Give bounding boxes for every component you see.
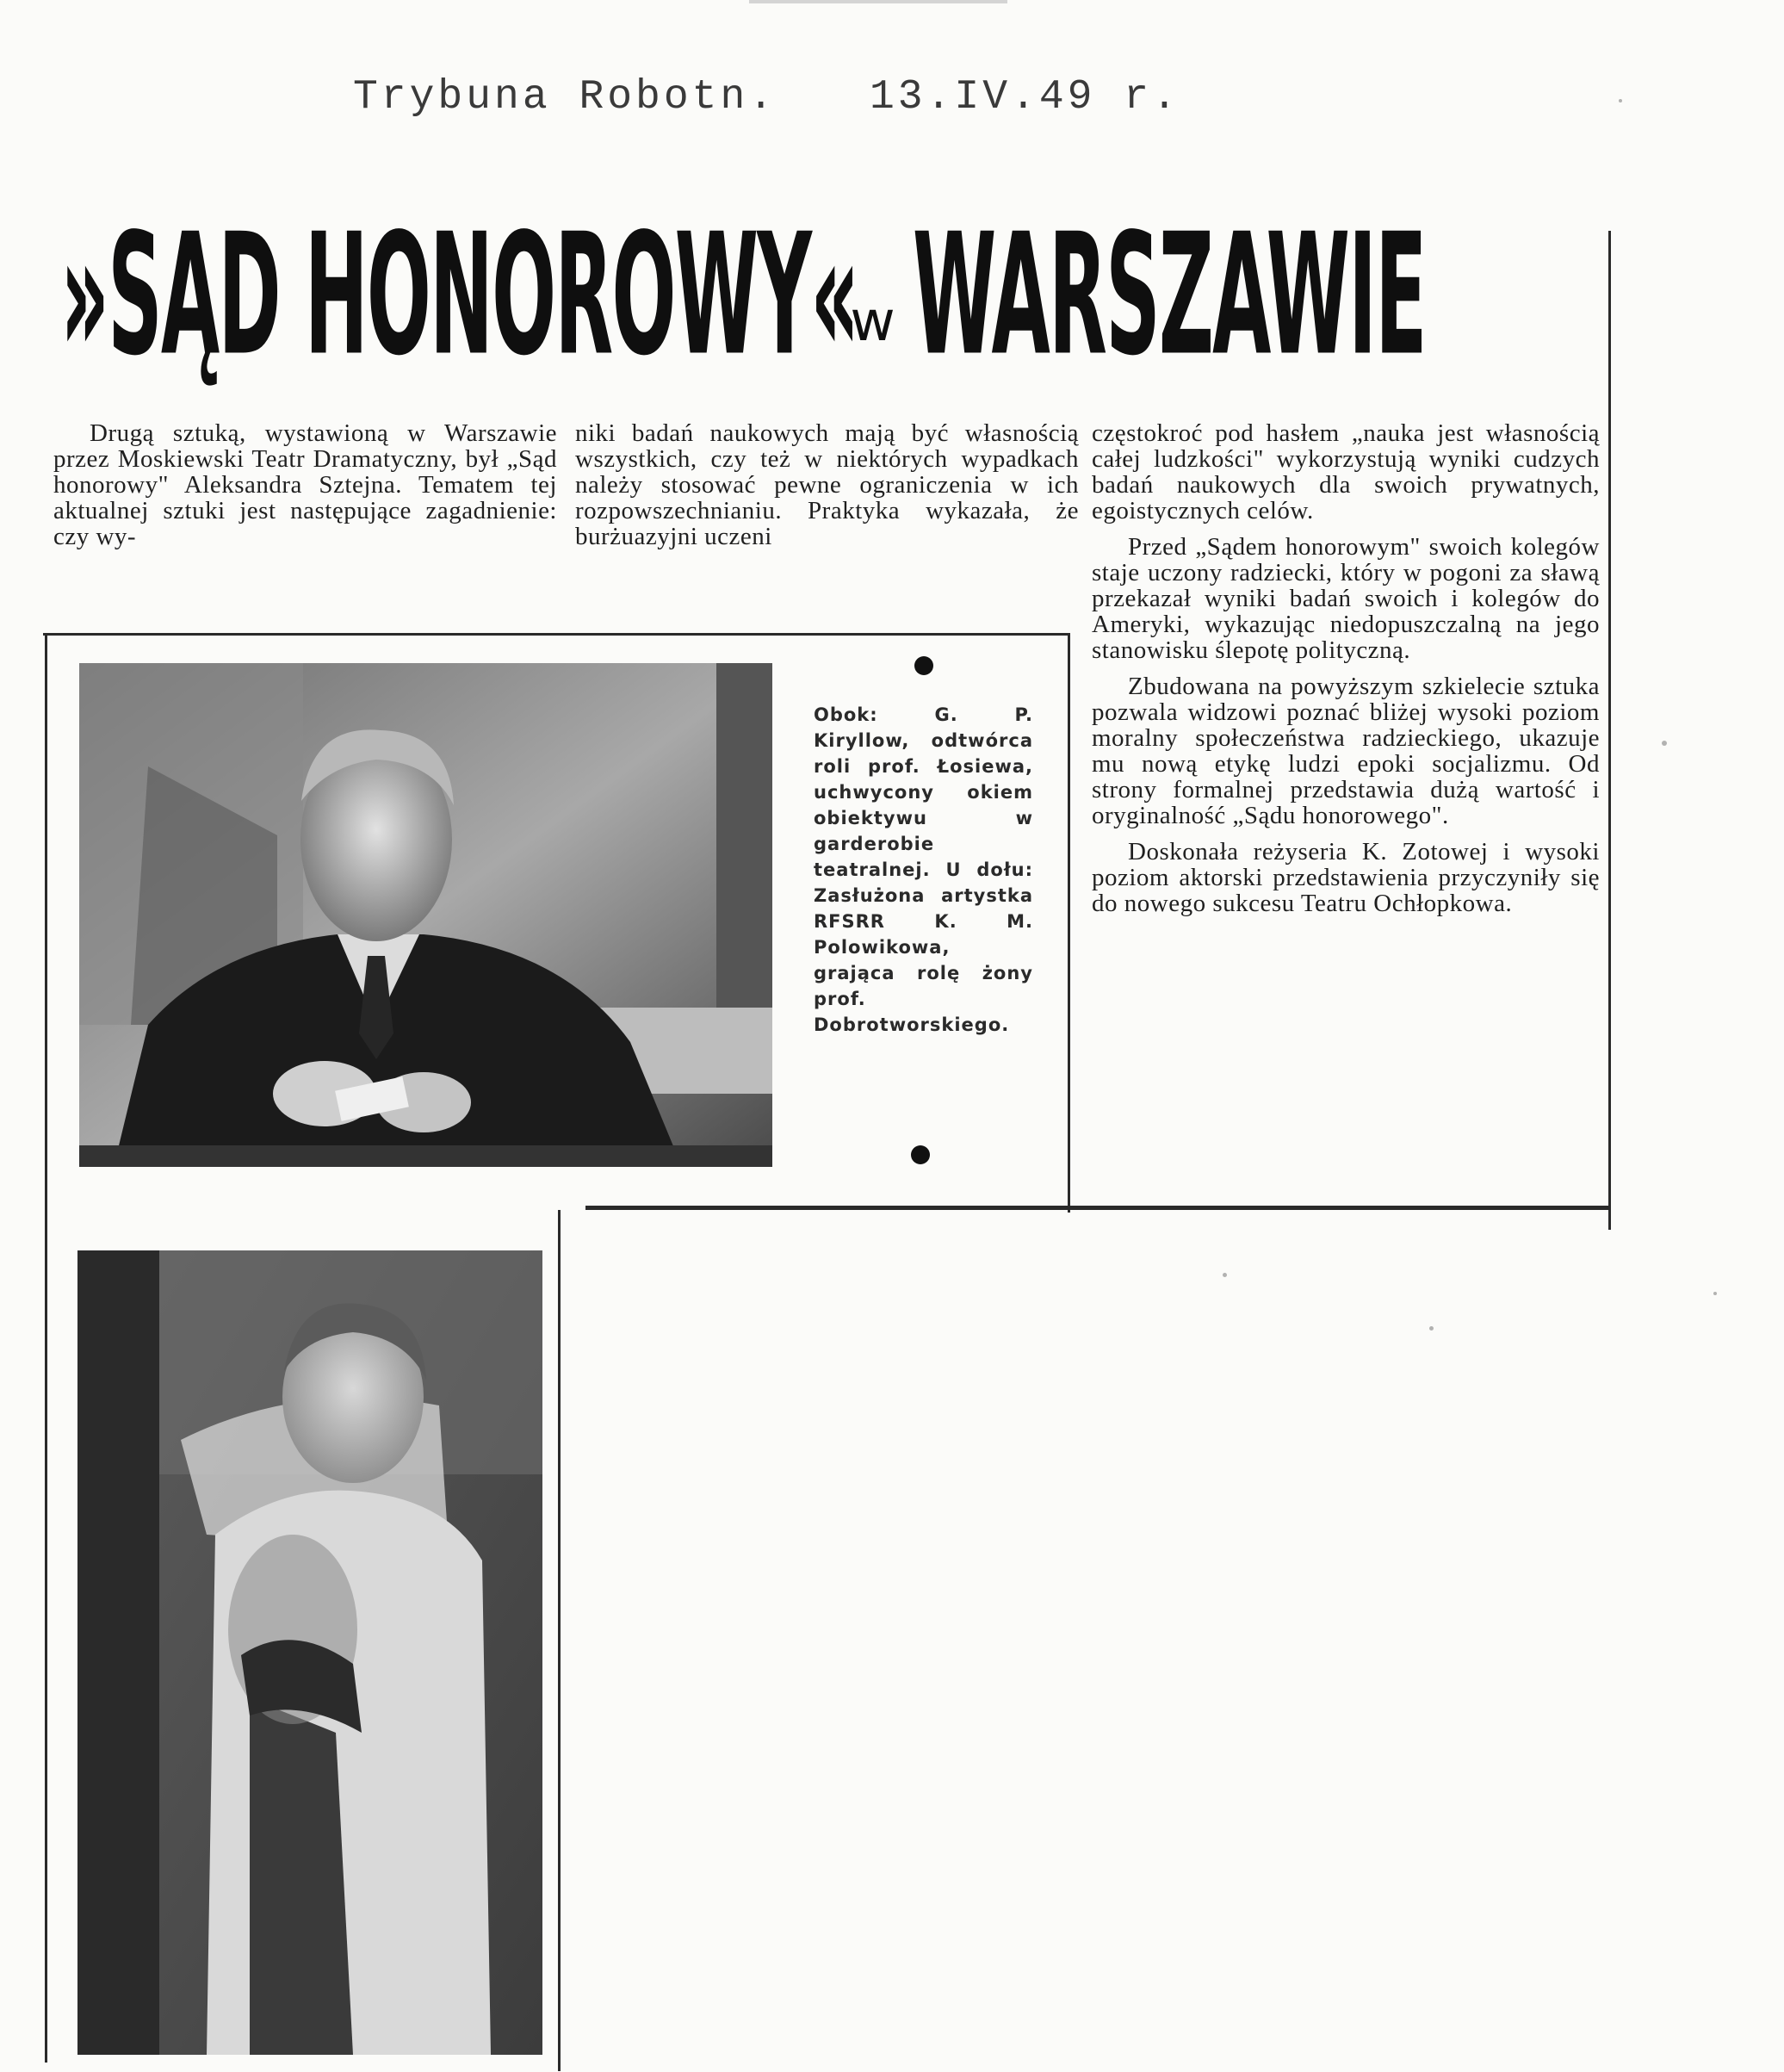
article-column-3 [1092,420,1600,916]
publication-name: Trybuna Robotn. [353,74,777,121]
photo-frame-left [45,633,47,2063]
article-paragraph: częstokroć pod hasłem „nauka jest własnością całej ludzkości" wykorzystują wyniki cudzych badań naukowych dla swoich prywatnych, egoistycznych celów. [1092,419,1600,524]
photo-polowikowa-image [77,1250,542,2055]
photo-frame-right [1068,633,1070,1213]
photo-polowikowa [77,1250,542,2055]
headline-city: WARSZAWIE [912,197,1426,393]
photo-frame-top [43,633,1069,636]
publication-date: 13.IV.49 r. [870,74,1180,121]
article-bottom-rule [585,1206,1610,1210]
photo-kiryllow [79,663,772,1167]
article-paragraph: Drugą sztuką, wystawioną w Warszawie przez Moskiewski Teatr Dramatyczny, był „Sąd honorowy" Aleksandra Sztejna. Tematem tej aktualnej sztuki jest następujące zagadnienie: czy wy- [53,419,557,550]
headline-connector: w [850,290,895,354]
caption-bullet-bottom [911,1145,930,1164]
caption-bullet-top [914,656,933,675]
article-paragraph: Przed „Sądem honorowym" swoich kolegów staje uczony radziecki, który w pogoni za sławą przekazał wyniki badań swoich i kolegów do Ameryki, wykazując niedopuszczalną na jego stanowisku ślepotę polityczną. [1092,533,1600,664]
photo-caption: Obok: G. P. Kiryllow, odtwórca roli prof. Łosiewa, uchwycony okiem obiektywu w garderobie teatralnej. U dołu: Zasłużona artystka RFSRR K. M. Polowikowa, grająca rolę żony prof. Dobrotworskiego. [814,704,1033,1035]
photo-kiryllow-image [79,663,772,1167]
clipping-border-right [1608,231,1611,1230]
headline-title: »SĄD HONOROWY« [60,197,858,393]
article-paragraph: Doskonała reżyseria K. Zotowej i wysoki poziom aktorski przedstawienia przyczyniły się do nowego sukcesu Teatru Ochłopkowa. [1092,838,1600,917]
article-column-2 [575,420,1079,549]
article-column-1 [53,420,557,549]
headline [60,197,1593,393]
lower-photo-divider [558,1210,561,2071]
article-paragraph: niki badań naukowych mają być własnością wszystkich, czy też w niektórych wypadkach należy stosować pewne ograniczenia w ich rozpowszechnianiu. Praktyka wykazała, że burżuazyjni uczeni [575,419,1079,550]
article-paragraph: Zbudowana na powyższym szkielecie sztuka pozwala widzowi poznać bliżej wysoki poziom moralny społeczeństwa radzieckiego, ukazuje mu nową etykę ludzi epoki socjalizmu. Od strony formalnej przedstawia dużą wartość i oryginalność „Sądu honorowego". [1092,673,1600,829]
